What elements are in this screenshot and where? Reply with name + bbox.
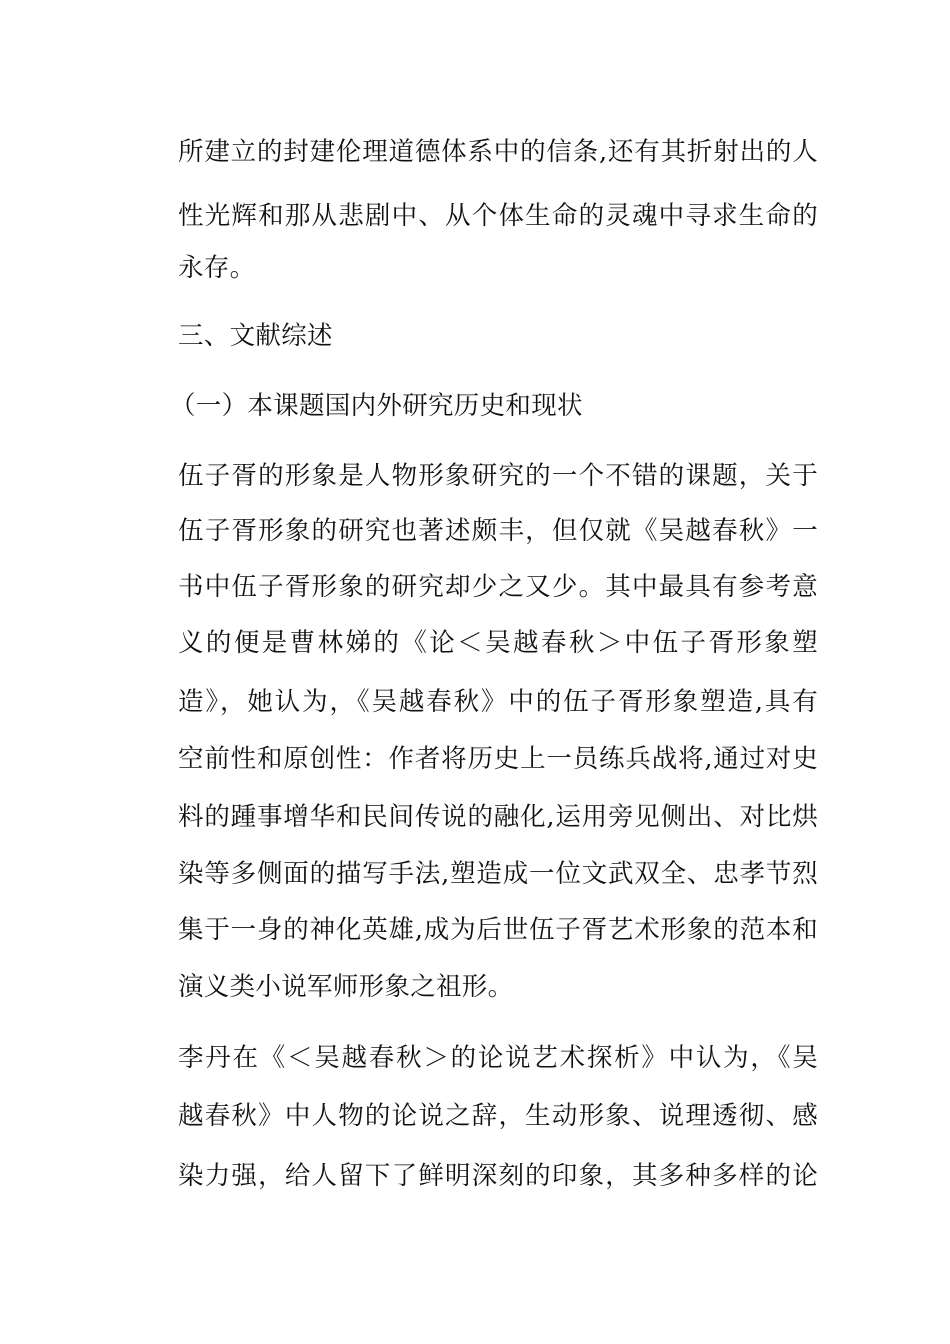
text-line: 书中伍子胥形象的研究却少之又少。其中最具有参考意 [178, 572, 818, 602]
text-line: 集于一身的神化英雄,成为后世伍子胥艺术形象的范本和 [178, 915, 818, 945]
text-line: 染等多侧面的描写手法,塑造成一位文武双全、忠孝节烈 [178, 859, 818, 889]
text-line: 料的踵事增华和民间传说的融化,运用旁见侧出、对比烘 [178, 802, 818, 832]
text-line: 伍子胥的形象是人物形象研究的一个不错的课题，关于 [178, 461, 818, 491]
section-heading: 三、文献综述 [178, 321, 333, 351]
text-line: 染力强，给人留下了鲜明深刻的印象，其多种多样的论 [178, 1161, 818, 1191]
subsection-heading: （一）本课题国内外研究历史和现状 [170, 391, 583, 421]
text-line: 李丹在《＜吴越春秋＞的论说艺术探析》中认为，《吴 [178, 1043, 818, 1073]
text-line: 义的便是曹林娣的《论＜吴越春秋＞中伍子胥形象塑 [178, 628, 818, 658]
text-line: 造》，她认为，《吴越春秋》中的伍子胥形象塑造,具有 [178, 687, 818, 717]
text-line: 永存。 [178, 253, 256, 283]
text-line: 空前性和原创性：作者将历史上一员练兵战将,通过对史 [178, 744, 818, 774]
text-line: 演义类小说军师形象之祖形。 [178, 972, 514, 1002]
text-line: 所建立的封建伦理道德体系中的信条,还有其折射出的人 [178, 137, 818, 167]
text-line: 伍子胥形象的研究也著述颇丰，但仅就《吴越春秋》一 [178, 516, 818, 546]
text-line: 性光辉和那从悲剧中、从个体生命的灵魂中寻求生命的 [178, 201, 818, 231]
text-line: 越春秋》中人物的论说之辞，生动形象、说理透彻、感 [178, 1101, 818, 1131]
